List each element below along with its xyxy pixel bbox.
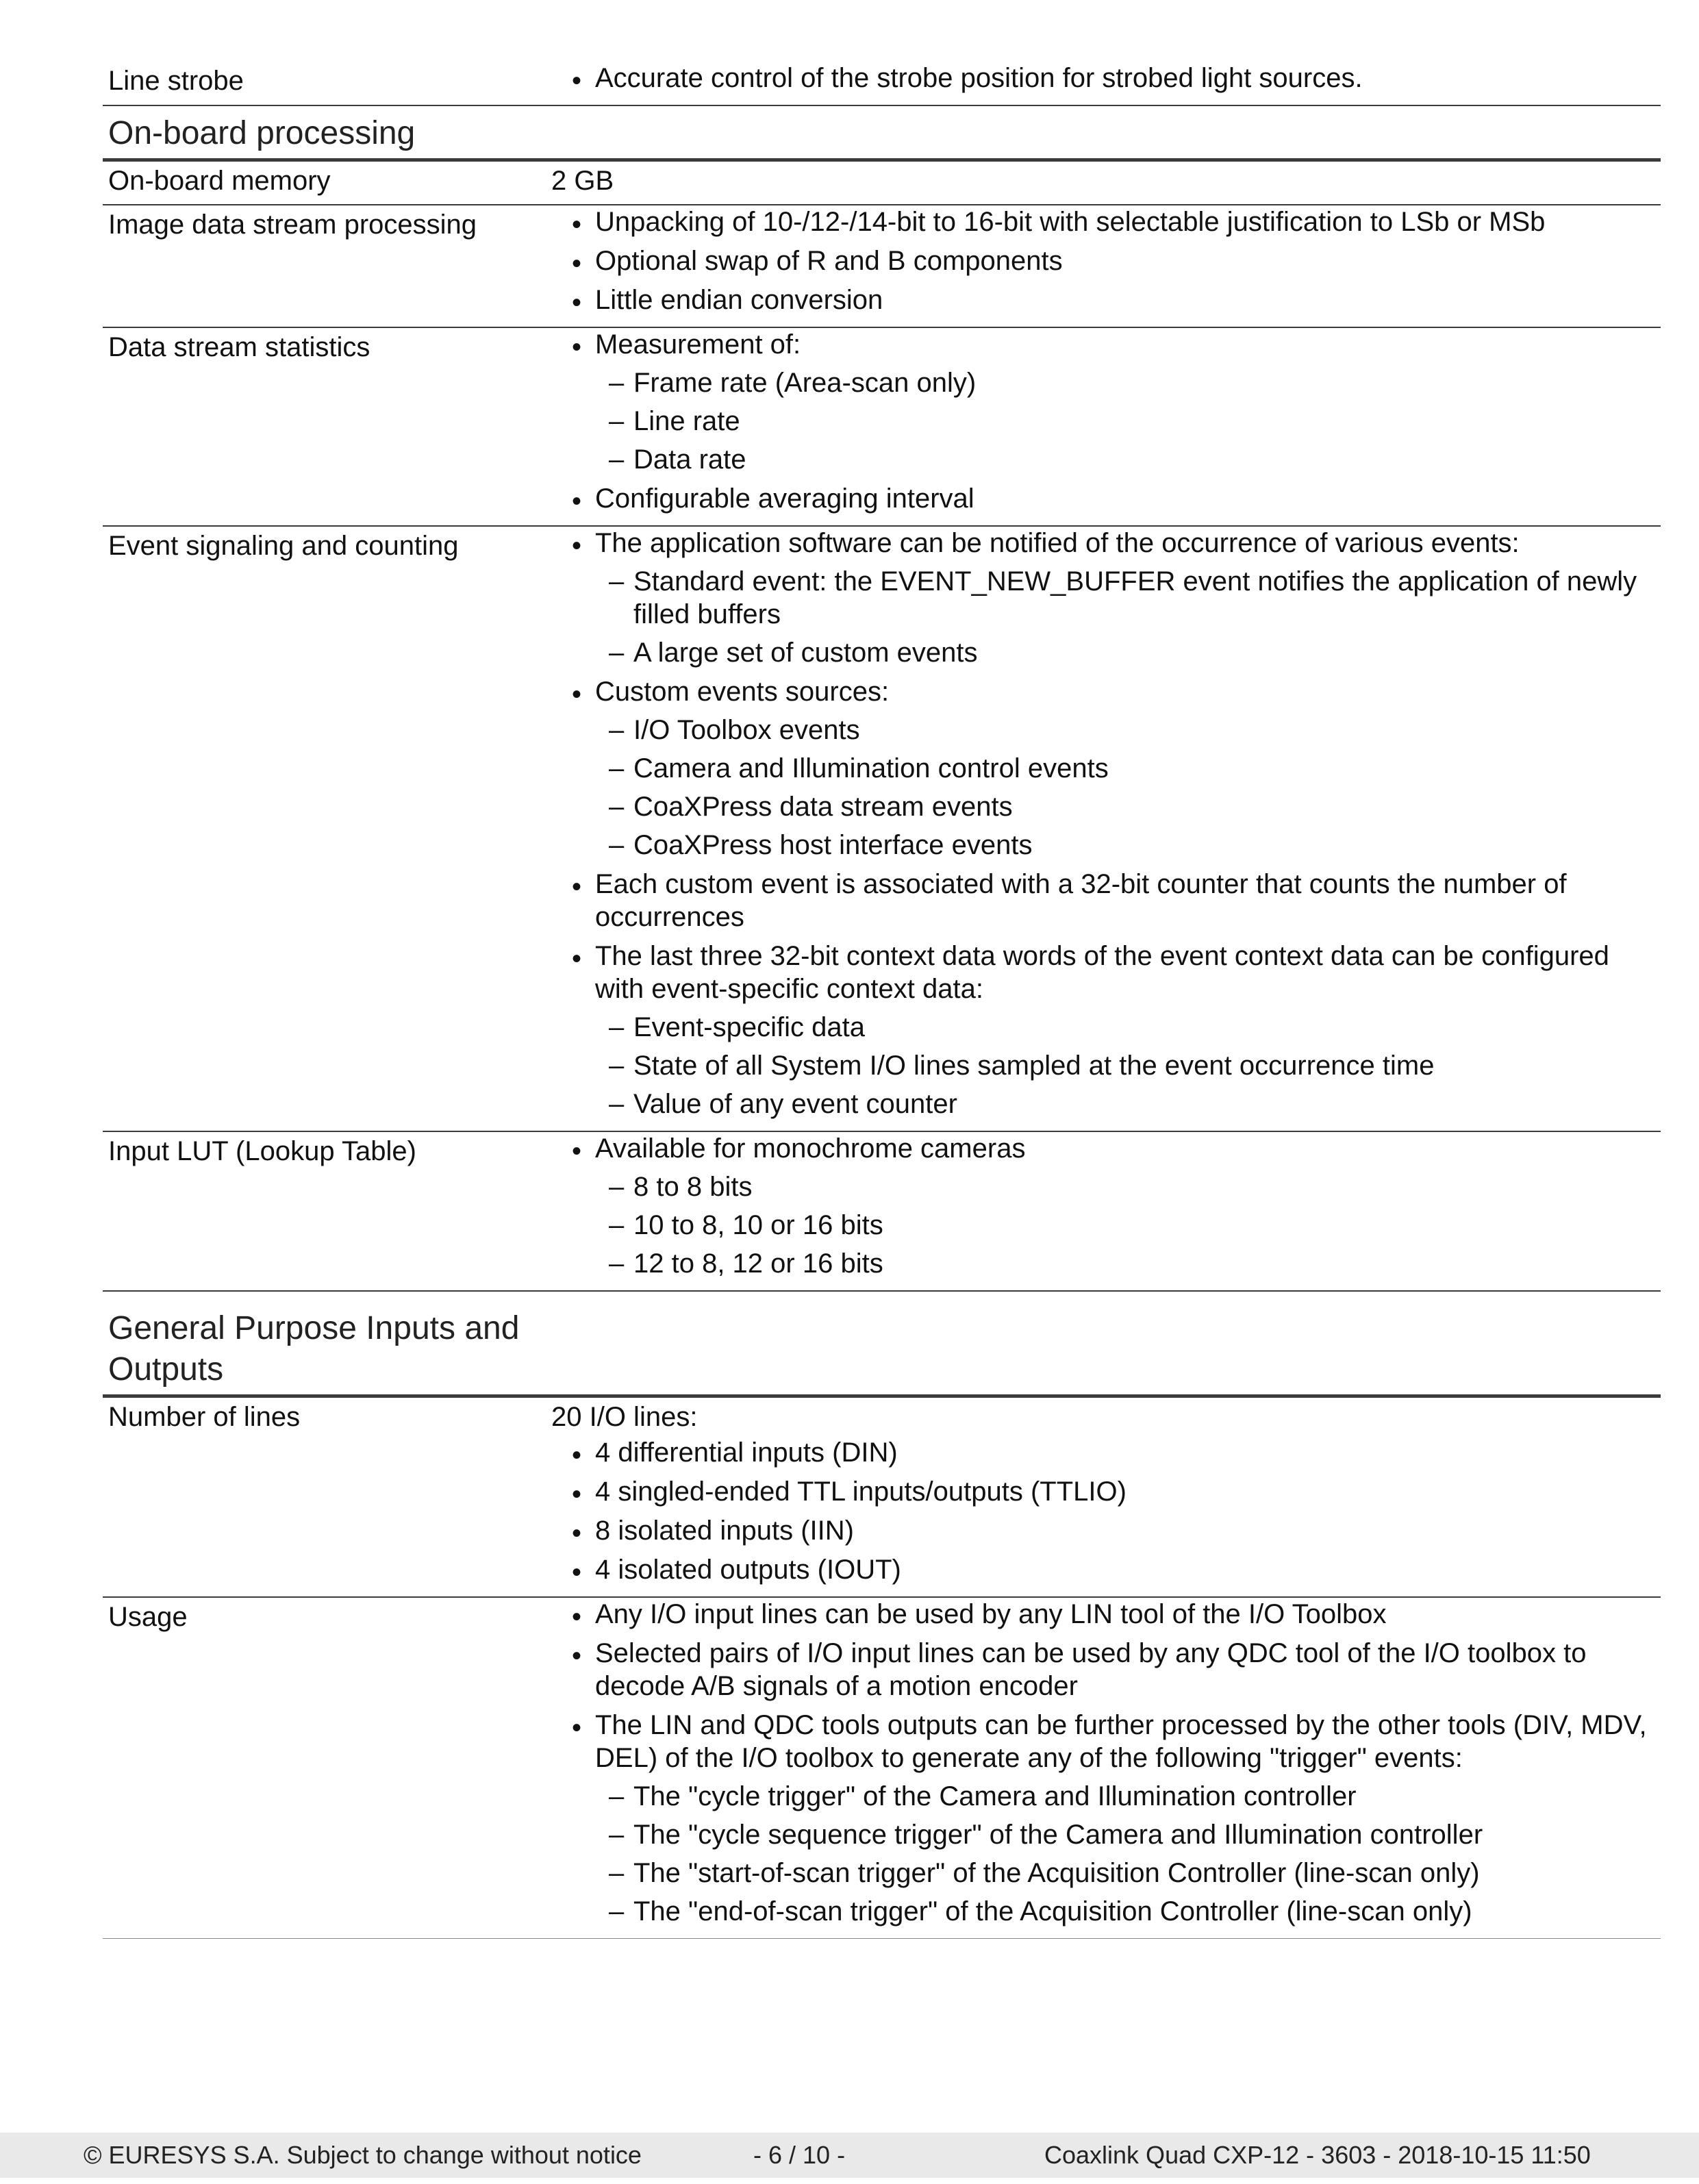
spec-value [551,1598,1661,1934]
bullet-item [551,244,1661,277]
spec-value [551,205,1661,323]
spec-label: Number of lines [108,1402,301,1432]
sub-item: – 8 to 8 bits [595,1170,1661,1203]
sub-item: – Event-specific data [595,1011,1661,1044]
sub-item: – Standard event: the EVENT_NEW_BUFFER event notifies the application of newly filled buffers [595,565,1661,631]
bullet-item [551,1132,1661,1280]
sub-item: – The "start-of-scan trigger" of the Acquisition Controller (line-scan only) [595,1857,1661,1890]
spec-label: Usage [108,1602,188,1632]
spec-label: Input LUT (Lookup Table) [108,1136,416,1166]
spec-row-number-of-lines [103,1398,1661,1598]
sub-item: – The "cycle trigger" of the Camera and Illumination controller [595,1780,1661,1813]
bullet-item [551,1637,1661,1703]
bullet-item [551,1598,1661,1631]
bullet-text: • Selected pairs of I/O input lines can be used by any QDC tool of the I/O toolbox to decode A/B signals of a motion encoder [595,1638,1587,1701]
sub-item: – 10 to 8, 10 or 16 bits [595,1209,1661,1242]
sub-item: – I/O Toolbox events [595,714,1661,746]
spec-label: Data stream statistics [108,332,370,362]
section-title: On-board processing [108,115,416,151]
bullet-list [551,62,1661,95]
page-footer [0,2133,1699,2178]
sub-list [595,1011,1661,1120]
spec-row-line-strobe [103,62,1661,106]
sub-item: – Line rate [595,405,1661,438]
bullet-list [551,1598,1661,1928]
bullet-text: • The last three 32-bit context data words of the event context data can be configured with event-specific context data: [595,941,1609,1004]
bullet-list [551,527,1661,1120]
sub-item: – CoaXPress data stream events [595,790,1661,823]
bullet-item [551,1514,1661,1547]
section-header-gpio [103,1301,1661,1398]
bullet-text: • Accurate control of the strobe position for strobed light sources. [595,63,1363,93]
footer-copyright: © EURESYS S.A. Subject to change without notice [84,2141,642,2169]
bullet-text: • Unpacking of 10-/12-/14-bit to 16-bit with selectable justification to LSb or MSb [595,207,1546,237]
sub-item: – State of all System I/O lines sampled at the event occurrence time [595,1049,1661,1082]
bullet-text: • Custom events sources: [595,677,890,707]
sub-list [595,565,1661,669]
spec-label: On-board memory [108,166,331,196]
sub-list [595,1170,1661,1280]
section-title: General Purpose Inputs and Outputs [108,1310,520,1388]
bullet-text: • Each custom event is associated with a 32-bit counter that counts the number of occurrences [595,869,1567,932]
bullet-item [551,328,1661,476]
bullet-item [551,62,1661,95]
bullet-text: • Available for monochrome cameras [595,1133,1026,1164]
spec-row-onboard-memory [103,162,1661,205]
bullet-text: • 4 isolated outputs (IOUT) [595,1555,901,1585]
bullet-item [551,284,1661,316]
sub-item: – Value of any event counter [595,1088,1661,1120]
sub-item: – Camera and Illumination control events [595,752,1661,785]
bullet-item [551,527,1661,669]
bullet-list [551,328,1661,515]
spec-label: Image data stream processing [108,210,477,240]
bullet-text: • 8 isolated inputs (IIN) [595,1516,854,1546]
bullet-list [551,1132,1661,1280]
bullet-text: • Optional swap of R and B components [595,246,1063,276]
bullet-text: • Any I/O input lines can be used by any LIN tool of the I/O Toolbox [595,1599,1387,1629]
sub-item: – CoaXPress host interface events [595,829,1661,862]
sub-item: – Frame rate (Area-scan only) [595,366,1661,399]
spec-row-stream-stats [103,328,1661,527]
bullet-text: • The LIN and QDC tools outputs can be further processed by the other tools (DIV, MDV, DEL) of the I/O toolbox to generate any of the following "trigger" events: [595,1710,1647,1773]
sub-item: – Data rate [595,443,1661,476]
spec-plain-value: 20 I/O lines: [551,1402,698,1432]
bullet-item [551,675,1661,862]
spec-row-image-stream [103,205,1661,328]
sub-list [595,714,1661,862]
footer-document-id: Coaxlink Quad CXP-12 - 3603 - 2018-10-15 11:50 [1044,2141,1591,2169]
footer-page-number: - 6 / 10 - [753,2141,846,2169]
spec-value [551,328,1661,521]
spec-sheet [103,62,1661,1939]
section-header-onboard [103,106,1661,162]
spec-row-events [103,527,1661,1132]
bullet-item [551,205,1661,238]
bullet-text: • 4 singled-ended TTL inputs/outputs (TTLIO) [595,1477,1127,1507]
spec-value [551,162,1661,200]
bullet-item [551,1553,1661,1586]
spec-value [551,1132,1661,1286]
bullet-item [551,940,1661,1120]
bullet-item [551,868,1661,933]
spec-row-usage [103,1598,1661,1939]
bullet-text: • The application software can be notified of the occurrence of various events: [595,528,1520,558]
spec-label: Line strobe [108,66,244,96]
bullet-text: • Measurement of: [595,329,801,360]
spec-value [551,527,1661,1127]
bullet-item [551,1436,1661,1469]
spec-row-input-lut [103,1132,1661,1292]
sub-item: – A large set of custom events [595,636,1661,669]
sub-item: – The "end-of-scan trigger" of the Acquisition Controller (line-scan only) [595,1895,1661,1928]
sub-list [595,1780,1661,1928]
bullet-text: • Configurable averaging interval [595,484,974,514]
bullet-item [551,1709,1661,1928]
sub-item: – 12 to 8, 12 or 16 bits [595,1247,1661,1280]
spec-value [551,62,1661,101]
bullet-text: • 4 differential inputs (DIN) [595,1438,898,1468]
bullet-list [551,1436,1661,1586]
spec-value [551,1398,1661,1592]
bullet-item [551,1475,1661,1508]
sub-list [595,366,1661,476]
sub-item: – The "cycle sequence trigger" of the Camera and Illumination controller [595,1818,1661,1851]
spec-plain-value: 2 GB [551,166,614,196]
bullet-text: • Little endian conversion [595,285,883,315]
bullet-item [551,482,1661,515]
bullet-list [551,205,1661,316]
spec-label: Event signaling and counting [108,531,459,561]
